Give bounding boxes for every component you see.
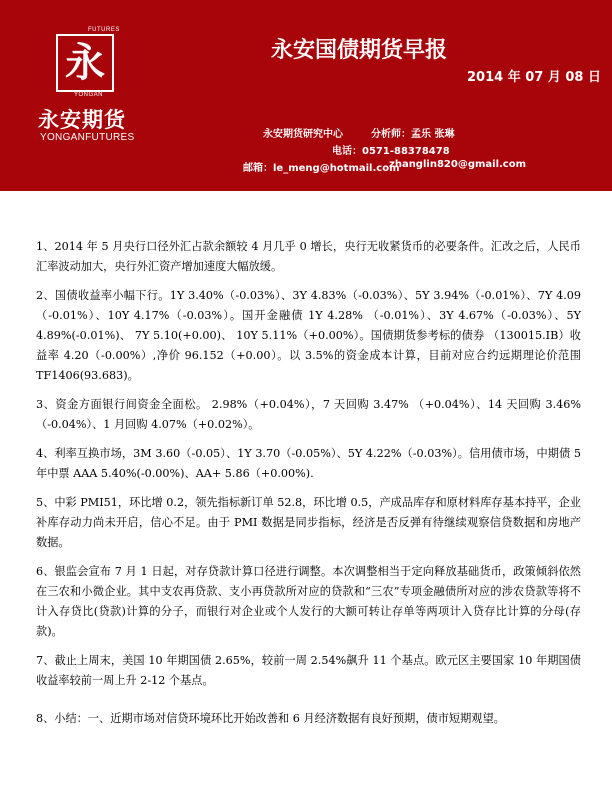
paragraph-7: 7、截止上周末，美国 10 年期国债 2.65%，较前一周 2.54%飙升 11 个基点。欧元区主要国家 10 年期国债收益率较前一周上升 2-12 个基点。 [36,654,581,687]
paragraph-4: 4、利率互换市场，3M 3.60（-0.05）、1Y 3.70（-0.05%）、5Y 4.22%（-0.03%）。信用债市场，中期债 5 年中票 AAA 5.40%(-0.00%)、AA+ 5.86（+0.00%). [36,447,581,480]
paragraph-8: 8、小结：一、近期市场对信贷环境环比开始改善和 6 月经济数据有良好预期，债市短期观望。 [36,712,505,725]
logo-glyph: 永 [65,39,105,86]
logo-yongan-text: YONGAN [74,92,104,98]
report-header [0,0,612,191]
logo-futures-text: FUTURES [88,27,120,33]
paragraph-6: 6、银监会宣布 7 月 1 日起，对存贷款计算口径进行调整。本次调整相当于定向释放基础货币，政策倾斜依然在三农和小微企业。其中支农再贷款、支小再贷款所对应的贷款和“三农”专项金融债所对应的涉农贷款等将不计入存贷比(贷款)计算的分子，而银行对企业或个人发行的大额可转让存单等两项计入贷存比计算的分母(存款)。 [36,565,581,638]
paragraph-1: 1、2014 年 5 月央行口径外汇占款余额较 4 月几乎 0 增长，央行无收紧货币的必要条件。汇改之后，人民币汇率波动加大，央行外汇资产增加速度大幅放缓。 [36,240,581,273]
research-center: 永安期货研究中心 [263,129,343,140]
report-body [36,237,581,738]
report-title: 永安国债期货早报 [271,38,448,63]
report-date: 2014 年 07 月 08 日 [467,70,601,85]
brand-name-en: YONGANFUTURES [40,132,135,143]
paragraph-2: 2、国债收益率小幅下行。1Y 3.40%（-0.03%）、3Y 4.83%（-0.03%）、5Y 3.94%（-0.01%）、7Y 4.09（-0.01%）、10Y 4.17%（-0.03%）。国开金融债 1Y 4.28% （-0.01%）、3Y 4.67%（-0.03%）、5Y 4.89%(-0.01%)、 7Y 5.10(+0.00)、 10Y 5.11%（+0.00%）。国债期货参考标的债券 （130015.IB）收益率 4.20（-0.00%）,净价 96.152（+0.00）。以 3.5%的资金成本计算，目前对应合约远期理论价范围 TF1406(93.683)。 [36,289,581,382]
email-primary: 邮箱：le_meng@hotmail.com [243,163,400,174]
email-secondary: zhanglin820@gmail.com [389,159,527,170]
analyst-names: 分析师：孟乐 张琳 [371,129,455,140]
paragraph-3: 3、资金方面银行间资金全面松。 2.98%（+0.04%），7 天回购 3.47% （+0.04%）、14 天回购 3.46%（-0.04%）、1 月回购 4.07%（+0.02%）。 [36,398,581,431]
paragraph-5: 5、中彩 PMI51，环比增 0.2，领先指标新订单 52.8，环比增 0.5，产成品库存和原材料库存基本持平，企业补库存动力尚未开启，信心不足。由于 PMI 数据是同步指标，经济是否反弹有待继续观察信贷数据和房地产数据。 [36,496,581,549]
brand-name-cn: 永安期货 [38,108,126,132]
company-logo-icon [56,34,114,92]
phone-number: 电话：0571-88378478 [332,146,450,157]
